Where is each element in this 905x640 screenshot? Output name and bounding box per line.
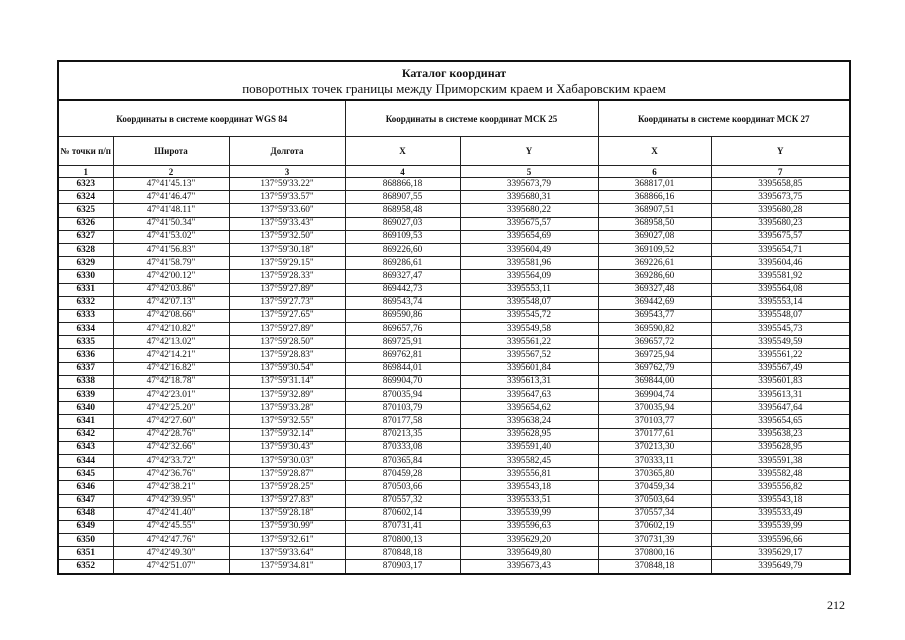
longitude-cell: 137°59'30.18" [229, 243, 345, 256]
x-msk27-cell: 370459,34 [598, 481, 711, 494]
x-msk25-cell: 869657,76 [345, 323, 460, 336]
latitude-cell: 47°42'07.13" [113, 296, 229, 309]
point-number-cell: 6323 [58, 178, 113, 191]
y-msk25-cell: 3395673,79 [460, 178, 598, 191]
longitude-cell: 137°59'27.83" [229, 494, 345, 507]
x-msk25-cell: 870035,94 [345, 389, 460, 402]
latitude-cell: 47°42'23.01" [113, 389, 229, 402]
table-row [58, 257, 850, 270]
x-msk25-cell: 870557,32 [345, 494, 460, 507]
latitude-cell: 47°42'10.82" [113, 323, 229, 336]
latitude-cell: 47°41'53.02" [113, 230, 229, 243]
x-msk27-cell: 370103,77 [598, 415, 711, 428]
longitude-cell: 137°59'34.81" [229, 560, 345, 574]
table-row [58, 560, 850, 574]
x-msk25-cell: 870177,58 [345, 415, 460, 428]
y-msk27-cell: 3395591,38 [711, 454, 850, 467]
x-msk27-cell: 369027,08 [598, 230, 711, 243]
x-msk27-cell: 368958,50 [598, 217, 711, 230]
latitude-cell: 47°42'00.12" [113, 270, 229, 283]
point-number-cell: 6329 [58, 257, 113, 270]
longitude-cell: 137°59'32.55" [229, 415, 345, 428]
x-msk25-cell: 870903,17 [345, 560, 460, 574]
y-msk25-cell: 3395675,57 [460, 217, 598, 230]
table-row [58, 520, 850, 533]
longitude-cell: 137°59'32.14" [229, 428, 345, 441]
point-number-cell: 6335 [58, 336, 113, 349]
x-msk27-cell: 369543,77 [598, 309, 711, 322]
y-msk25-cell: 3395553,11 [460, 283, 598, 296]
latitude-cell: 47°42'14.21" [113, 349, 229, 362]
longitude-cell: 137°59'33.60" [229, 204, 345, 217]
longitude-cell: 137°59'28.87" [229, 468, 345, 481]
point-number-cell: 6348 [58, 507, 113, 520]
y-msk27-cell: 3395601,83 [711, 375, 850, 388]
column-number-row [58, 166, 850, 178]
latitude-cell: 47°42'51.07" [113, 560, 229, 574]
column-header-point: № точки п/п [58, 137, 113, 166]
table-row [58, 362, 850, 375]
x-msk27-cell: 369844,00 [598, 375, 711, 388]
longitude-cell: 137°59'28.83" [229, 349, 345, 362]
y-msk27-cell: 3395628,95 [711, 441, 850, 454]
longitude-cell: 137°59'32.89" [229, 389, 345, 402]
y-msk27-cell: 3395567,49 [711, 362, 850, 375]
y-msk27-cell: 3395604,46 [711, 257, 850, 270]
point-number-cell: 6343 [58, 441, 113, 454]
y-msk25-cell: 3395548,07 [460, 296, 598, 309]
y-msk27-cell: 3395658,85 [711, 178, 850, 191]
y-msk25-cell: 3395533,51 [460, 494, 598, 507]
x-msk25-cell: 869725,91 [345, 336, 460, 349]
point-number-cell: 6330 [58, 270, 113, 283]
table-row [58, 191, 850, 204]
point-number-cell: 6337 [58, 362, 113, 375]
table-row [58, 415, 850, 428]
table-row [58, 178, 850, 191]
x-msk27-cell: 369327,48 [598, 283, 711, 296]
y-msk27-cell: 3395564,08 [711, 283, 850, 296]
x-msk27-cell: 369590,82 [598, 323, 711, 336]
x-msk25-cell: 869027,03 [345, 217, 460, 230]
x-msk27-cell: 369109,52 [598, 243, 711, 256]
point-number-cell: 6338 [58, 375, 113, 388]
x-msk27-cell: 369226,61 [598, 257, 711, 270]
x-msk25-cell: 870503,66 [345, 481, 460, 494]
y-msk25-cell: 3395649,80 [460, 547, 598, 560]
system-header-msk27: Координаты в системе координат МСК 27 [598, 100, 850, 137]
longitude-cell: 137°59'32.61" [229, 534, 345, 547]
table-row [58, 217, 850, 230]
table-row [58, 323, 850, 336]
longitude-cell: 137°59'33.64" [229, 547, 345, 560]
column-number: 4 [345, 166, 460, 178]
y-msk25-cell: 3395545,72 [460, 309, 598, 322]
x-msk25-cell: 869286,61 [345, 257, 460, 270]
y-msk27-cell: 3395673,75 [711, 191, 850, 204]
point-number-cell: 6336 [58, 349, 113, 362]
catalog-subtitle: поворотных точек границы между Приморским краем и Хабаровским краем [242, 80, 666, 96]
y-msk25-cell: 3395591,40 [460, 441, 598, 454]
point-number-cell: 6333 [58, 309, 113, 322]
x-msk25-cell: 869590,86 [345, 309, 460, 322]
y-msk27-cell: 3395561,22 [711, 349, 850, 362]
x-msk25-cell: 870103,79 [345, 402, 460, 415]
y-msk27-cell: 3395581,92 [711, 270, 850, 283]
column-number: 2 [113, 166, 229, 178]
x-msk25-cell: 869327,47 [345, 270, 460, 283]
latitude-cell: 47°42'39.95" [113, 494, 229, 507]
y-msk25-cell: 3395549,58 [460, 323, 598, 336]
table-row [58, 243, 850, 256]
table-row [58, 534, 850, 547]
table-row [58, 441, 850, 454]
longitude-cell: 137°59'27.65" [229, 309, 345, 322]
y-msk25-cell: 3395596,63 [460, 520, 598, 533]
y-msk25-cell: 3395654,69 [460, 230, 598, 243]
column-number: 5 [460, 166, 598, 178]
point-number-cell: 6351 [58, 547, 113, 560]
longitude-cell: 137°59'27.73" [229, 296, 345, 309]
longitude-cell: 137°59'30.99" [229, 520, 345, 533]
point-number-cell: 6332 [58, 296, 113, 309]
x-msk25-cell: 870848,18 [345, 547, 460, 560]
table-row [58, 507, 850, 520]
system-header-wgs84: Координаты в системе координат WGS 84 [58, 100, 345, 137]
y-msk27-cell: 3395553,14 [711, 296, 850, 309]
table-row [58, 349, 850, 362]
x-msk27-cell: 370177,61 [598, 428, 711, 441]
longitude-cell: 137°59'27.89" [229, 323, 345, 336]
point-number-cell: 6352 [58, 560, 113, 574]
table-row [58, 389, 850, 402]
x-msk25-cell: 868866,18 [345, 178, 460, 191]
column-header-row [58, 137, 850, 166]
y-msk25-cell: 3395647,63 [460, 389, 598, 402]
point-number-cell: 6328 [58, 243, 113, 256]
column-number: 6 [598, 166, 711, 178]
y-msk27-cell: 3395649,79 [711, 560, 850, 574]
column-number: 7 [711, 166, 850, 178]
longitude-cell: 137°59'30.54" [229, 362, 345, 375]
latitude-cell: 47°42'47.76" [113, 534, 229, 547]
y-msk25-cell: 3395604,49 [460, 243, 598, 256]
y-msk25-cell: 3395654,62 [460, 402, 598, 415]
x-msk27-cell: 369725,94 [598, 349, 711, 362]
point-number-cell: 6345 [58, 468, 113, 481]
y-msk27-cell: 3395548,07 [711, 309, 850, 322]
table-row [58, 296, 850, 309]
table-row [58, 270, 850, 283]
latitude-cell: 47°42'38.21" [113, 481, 229, 494]
system-header-msk25: Координаты в системе координат МСК 25 [345, 100, 598, 137]
latitude-cell: 47°41'56.83" [113, 243, 229, 256]
catalog-title: Каталог координат [401, 65, 507, 80]
latitude-cell: 47°41'58.79" [113, 257, 229, 270]
x-msk25-cell: 870365,84 [345, 454, 460, 467]
x-msk25-cell: 869543,74 [345, 296, 460, 309]
x-msk25-cell: 869442,73 [345, 283, 460, 296]
catalog-title-cell [58, 61, 850, 100]
y-msk25-cell: 3395601,84 [460, 362, 598, 375]
point-number-cell: 6350 [58, 534, 113, 547]
longitude-cell: 137°59'28.18" [229, 507, 345, 520]
point-number-cell: 6324 [58, 191, 113, 204]
column-header-x-msk27: X [598, 137, 711, 166]
latitude-cell: 47°42'27.60" [113, 415, 229, 428]
y-msk25-cell: 3395582,45 [460, 454, 598, 467]
x-msk27-cell: 370800,16 [598, 547, 711, 560]
table-row [58, 428, 850, 441]
x-msk25-cell: 869904,70 [345, 375, 460, 388]
x-msk27-cell: 369904,74 [598, 389, 711, 402]
point-number-cell: 6327 [58, 230, 113, 243]
longitude-cell: 137°59'33.43" [229, 217, 345, 230]
y-msk25-cell: 3395673,43 [460, 560, 598, 574]
latitude-cell: 47°42'13.02" [113, 336, 229, 349]
x-msk25-cell: 870213,35 [345, 428, 460, 441]
table-row [58, 336, 850, 349]
y-msk27-cell: 3395556,82 [711, 481, 850, 494]
y-msk27-cell: 3395545,73 [711, 323, 850, 336]
x-msk25-cell: 868958,48 [345, 204, 460, 217]
x-msk27-cell: 368866,16 [598, 191, 711, 204]
latitude-cell: 47°42'36.76" [113, 468, 229, 481]
latitude-cell: 47°41'50.34" [113, 217, 229, 230]
x-msk27-cell: 369762,79 [598, 362, 711, 375]
y-msk27-cell: 3395549,59 [711, 336, 850, 349]
column-header-y-msk27: Y [711, 137, 850, 166]
x-msk25-cell: 870333,08 [345, 441, 460, 454]
table-row [58, 283, 850, 296]
latitude-cell: 47°42'45.55" [113, 520, 229, 533]
y-msk25-cell: 3395680,22 [460, 204, 598, 217]
x-msk25-cell: 869226,60 [345, 243, 460, 256]
longitude-cell: 137°59'28.25" [229, 481, 345, 494]
x-msk27-cell: 368817,01 [598, 178, 711, 191]
x-msk27-cell: 369657,72 [598, 336, 711, 349]
page-number: 212 [827, 598, 845, 612]
y-msk25-cell: 3395613,31 [460, 375, 598, 388]
x-msk25-cell: 870731,41 [345, 520, 460, 533]
latitude-cell: 47°42'32.66" [113, 441, 229, 454]
y-msk25-cell: 3395680,31 [460, 191, 598, 204]
table-row [58, 481, 850, 494]
y-msk27-cell: 3395629,17 [711, 547, 850, 560]
x-msk25-cell: 870459,28 [345, 468, 460, 481]
x-msk27-cell: 370035,94 [598, 402, 711, 415]
table-row [58, 494, 850, 507]
x-msk27-cell: 370848,18 [598, 560, 711, 574]
x-msk27-cell: 369286,60 [598, 270, 711, 283]
longitude-cell: 137°59'28.50" [229, 336, 345, 349]
point-number-cell: 6344 [58, 454, 113, 467]
longitude-cell: 137°59'30.43" [229, 441, 345, 454]
table-row [58, 402, 850, 415]
x-msk25-cell: 868907,55 [345, 191, 460, 204]
x-msk27-cell: 369442,69 [598, 296, 711, 309]
coordinate-catalog [57, 60, 849, 575]
longitude-cell: 137°59'28.33" [229, 270, 345, 283]
point-number-cell: 6339 [58, 389, 113, 402]
point-number-cell: 6346 [58, 481, 113, 494]
longitude-cell: 137°59'33.28" [229, 402, 345, 415]
x-msk27-cell: 370365,80 [598, 468, 711, 481]
column-header-x-msk25: X [345, 137, 460, 166]
latitude-cell: 47°42'33.72" [113, 454, 229, 467]
point-number-cell: 6342 [58, 428, 113, 441]
latitude-cell: 47°42'08.66" [113, 309, 229, 322]
table-row [58, 547, 850, 560]
table-row [58, 204, 850, 217]
column-header-longitude: Долгота [229, 137, 345, 166]
y-msk27-cell: 3395596,66 [711, 534, 850, 547]
table-row [58, 468, 850, 481]
latitude-cell: 47°42'28.76" [113, 428, 229, 441]
latitude-cell: 47°42'25.20" [113, 402, 229, 415]
point-number-cell: 6341 [58, 415, 113, 428]
longitude-cell: 137°59'29.15" [229, 257, 345, 270]
latitude-cell: 47°42'49.30" [113, 547, 229, 560]
latitude-cell: 47°42'16.82" [113, 362, 229, 375]
point-number-cell: 6349 [58, 520, 113, 533]
y-msk27-cell: 3395539,99 [711, 520, 850, 533]
y-msk25-cell: 3395567,52 [460, 349, 598, 362]
y-msk27-cell: 3395654,65 [711, 415, 850, 428]
longitude-cell: 137°59'30.03" [229, 454, 345, 467]
point-number-cell: 6334 [58, 323, 113, 336]
x-msk27-cell: 370602,19 [598, 520, 711, 533]
latitude-cell: 47°41'48.11" [113, 204, 229, 217]
y-msk27-cell: 3395680,23 [711, 217, 850, 230]
latitude-cell: 47°42'03.86" [113, 283, 229, 296]
x-msk27-cell: 368907,51 [598, 204, 711, 217]
x-msk25-cell: 870602,14 [345, 507, 460, 520]
point-number-cell: 6340 [58, 402, 113, 415]
y-msk27-cell: 3395533,49 [711, 507, 850, 520]
y-msk27-cell: 3395582,48 [711, 468, 850, 481]
x-msk25-cell: 870800,13 [345, 534, 460, 547]
y-msk27-cell: 3395543,18 [711, 494, 850, 507]
x-msk27-cell: 370213,30 [598, 441, 711, 454]
x-msk27-cell: 370731,39 [598, 534, 711, 547]
latitude-cell: 47°42'18.78" [113, 375, 229, 388]
point-number-cell: 6326 [58, 217, 113, 230]
y-msk25-cell: 3395556,81 [460, 468, 598, 481]
column-number: 3 [229, 166, 345, 178]
y-msk25-cell: 3395543,18 [460, 481, 598, 494]
column-number: 1 [58, 166, 113, 178]
x-msk27-cell: 370503,64 [598, 494, 711, 507]
y-msk27-cell: 3395613,31 [711, 389, 850, 402]
x-msk25-cell: 869844,01 [345, 362, 460, 375]
longitude-cell: 137°59'31.14" [229, 375, 345, 388]
y-msk25-cell: 3395638,24 [460, 415, 598, 428]
y-msk27-cell: 3395638,23 [711, 428, 850, 441]
longitude-cell: 137°59'27.89" [229, 283, 345, 296]
longitude-cell: 137°59'33.22" [229, 178, 345, 191]
y-msk27-cell: 3395654,71 [711, 243, 850, 256]
table-row [58, 230, 850, 243]
x-msk25-cell: 869762,81 [345, 349, 460, 362]
x-msk25-cell: 869109,53 [345, 230, 460, 243]
y-msk25-cell: 3395564,09 [460, 270, 598, 283]
column-header-y-msk25: Y [460, 137, 598, 166]
y-msk25-cell: 3395581,96 [460, 257, 598, 270]
table-row [58, 454, 850, 467]
point-number-cell: 6347 [58, 494, 113, 507]
catalog-rows [58, 178, 850, 574]
x-msk27-cell: 370333,11 [598, 454, 711, 467]
point-number-cell: 6331 [58, 283, 113, 296]
latitude-cell: 47°41'45.13" [113, 178, 229, 191]
x-msk27-cell: 370557,34 [598, 507, 711, 520]
point-number-cell: 6325 [58, 204, 113, 217]
latitude-cell: 47°42'41.40" [113, 507, 229, 520]
column-header-latitude: Широта [113, 137, 229, 166]
y-msk25-cell: 3395561,22 [460, 336, 598, 349]
latitude-cell: 47°41'46.47" [113, 191, 229, 204]
y-msk27-cell: 3395675,57 [711, 230, 850, 243]
longitude-cell: 137°59'32.50" [229, 230, 345, 243]
y-msk25-cell: 3395539,99 [460, 507, 598, 520]
y-msk27-cell: 3395680,28 [711, 204, 850, 217]
y-msk25-cell: 3395629,20 [460, 534, 598, 547]
table-row [58, 309, 850, 322]
catalog-table [57, 60, 851, 575]
y-msk27-cell: 3395647,64 [711, 402, 850, 415]
y-msk25-cell: 3395628,95 [460, 428, 598, 441]
longitude-cell: 137°59'33.57" [229, 191, 345, 204]
table-row [58, 375, 850, 388]
